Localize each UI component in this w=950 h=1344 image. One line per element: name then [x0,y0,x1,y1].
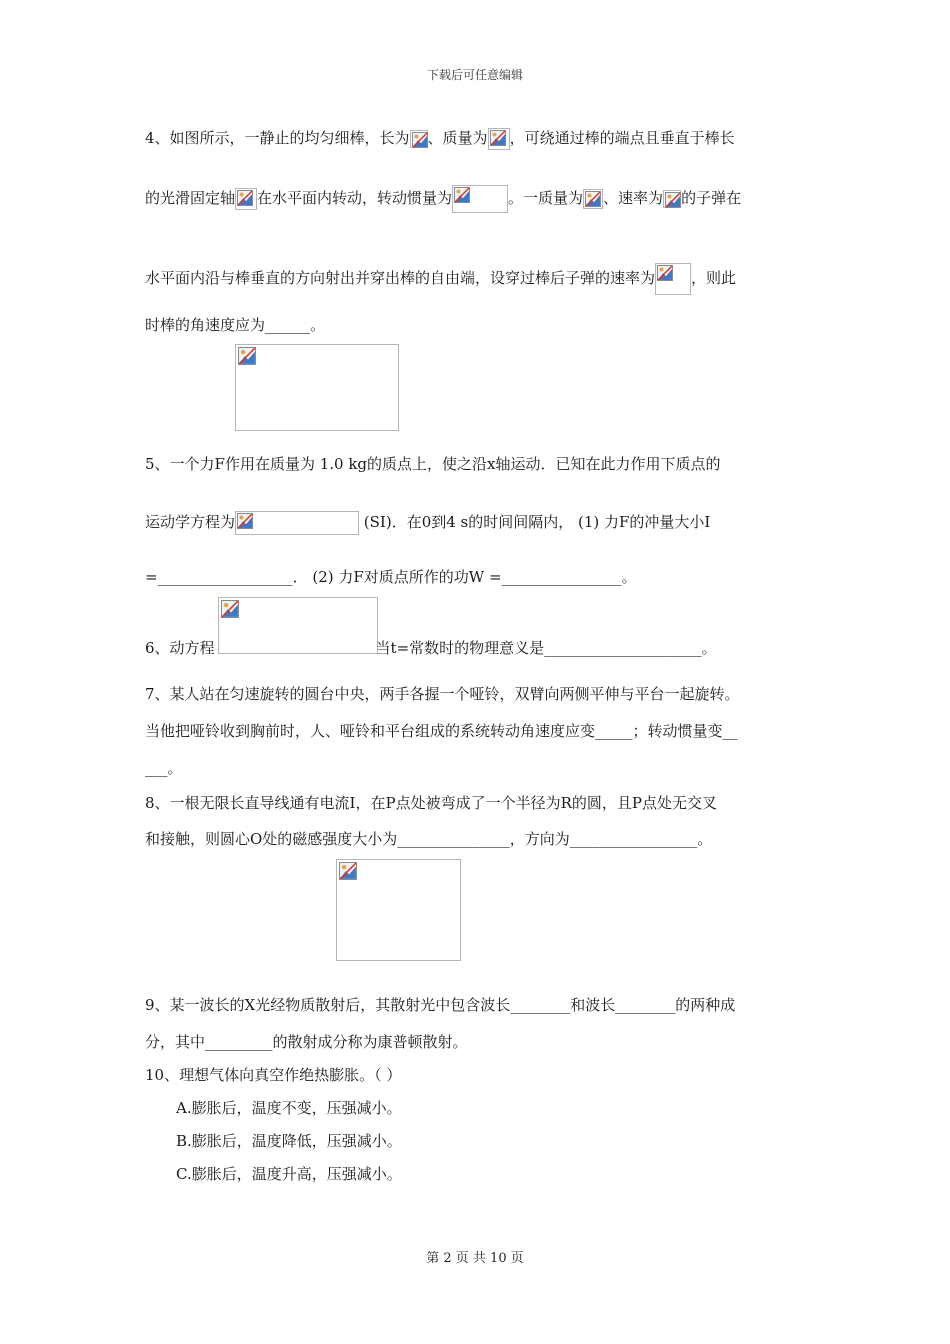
page-header: 下载后可任意编辑 [426,68,523,82]
q7-line-1: 7、某人站在匀速旋转的圆台中央，两手各握一个哑铃，双臂向两侧平伸与平台一起旋转。 [145,685,740,703]
broken-image-icon [410,130,428,148]
q5-line-1: 5、一个力F作用在质量为 1.0 kg的质点上，使之沿x轴运动．已知在此力作用下质点的 [145,455,721,473]
broken-image-icon [488,128,510,150]
broken-image-icon [655,263,691,295]
q7-line-3: ___。 [145,759,183,777]
broken-image-icon [663,190,681,208]
broken-image-icon [452,185,508,213]
q10-option-a: A.膨胀后，温度不变，压强减小。 [176,1099,402,1117]
q6-line: 6、动方程 当t=常数时的物理意义是_____________________。 [145,639,717,657]
page-footer: 第 2 页 共 10 页 [426,1251,524,1266]
q5-line-2: 运动学方程为 (SI)．在0到4 s的时间间隔内， (1) 力F的冲量大小I [145,511,710,535]
q9-line-2: 分，其中_________的散射成分称为康普顿散射。 [145,1033,468,1051]
q8-line-2: 和接触，则圆心O处的磁感强度大小为_______________，方向为_________________。 [145,830,713,848]
figure-placeholder [336,859,461,961]
figure-placeholder [235,344,399,431]
q4-line-1: 4、如图所示，一静止的均匀细棒，长为 、质量为 ，可绕通过棒的端点且垂直于棒长 [145,127,735,150]
broken-image-icon [238,347,256,365]
q10-option-b: B.膨胀后，温度降低，压强减小。 [176,1132,402,1150]
q10-option-c: C.膨胀后，温度升高，压强减小。 [176,1165,402,1183]
q7-line-2: 当他把哑铃收到胸前时，人、哑铃和平台组成的系统转动角速度应变_____；转动惯量变__ [145,722,738,740]
broken-image-icon [235,188,257,210]
q4-line-4: 时棒的角速度应为______。 [145,316,326,334]
broken-image-icon [339,862,357,880]
q8-line-1: 8、一根无限长直导线通有电流I，在P点处被弯成了一个半径为R的圆，且P点处无交叉 [145,794,717,812]
q10-stem: 10、理想气体向真空作绝热膨胀。（ ） [145,1066,402,1084]
broken-image-icon [583,189,603,209]
broken-image-icon [221,600,239,618]
q5-line-3: =__________________． (2) 力F对质点所作的功W =________________。 [145,568,637,586]
q4-line-3: 水平面内沿与棒垂直的方向射出并穿出棒的自由端，设穿过棒后子弹的速率为 ，则此 [145,263,736,295]
broken-image-icon [235,511,359,535]
q9-line-1: 9、某一波长的X光经物质散射后，其散射光中包含波长________和波长________的两种成 [145,996,736,1014]
q4-line-2: 的光滑固定轴 在水平面内转动，转动惯量为 。一质量为 、速率为 的子弹在 [145,185,741,213]
